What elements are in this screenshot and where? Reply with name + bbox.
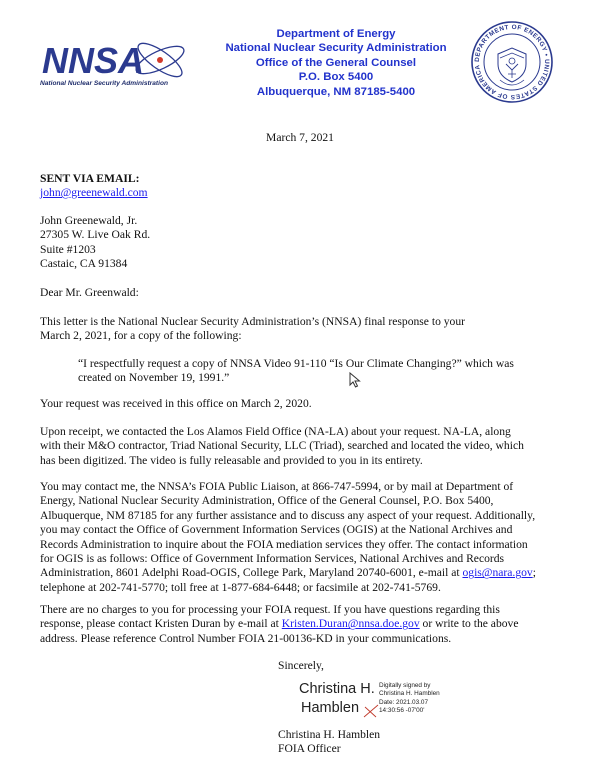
letterhead-line: Albuquerque, NM 87185-5400: [256, 85, 416, 98]
signer-title: FOIA Officer: [278, 742, 341, 755]
signature-name-line2: Hamblen: [301, 700, 360, 716]
text-line: Records Administration to inquire about the FOIA mediation services they offer. The contact information: [40, 537, 528, 551]
logo-subtitle: National Nuclear Security Administration: [40, 80, 168, 87]
recipient-email-link[interactable]: john@greenewald.com: [40, 186, 148, 199]
letterhead-line: National Nuclear Security Administration: [225, 42, 447, 55]
text-line: [40, 617, 570, 631]
text-line: you may contact the Office of Government Information Services (OGIS) at the National Archives and: [40, 523, 513, 537]
text-line: This letter is the National Nuclear Security Administration’s (NNSA) final response to your: [40, 315, 466, 328]
address-line: John Greenewald, Jr.: [40, 214, 138, 227]
kristen-email-link[interactable]: Kristen.Duran@nnsa.doe.gov: [281, 617, 420, 631]
closing: Sincerely,: [278, 659, 324, 672]
signature-detail-line: Digitally signed by: [379, 682, 431, 689]
text-line: There are no charges to you for processing your FOIA request. If you have questions regarding this: [40, 603, 500, 616]
address-line: Castaic, CA 91384: [40, 257, 128, 271]
salutation: Dear Mr. Greenwald:: [40, 286, 139, 299]
letterhead-line: Office of the General Counsel: [255, 56, 417, 69]
ogis-email-link[interactable]: ogis@nara.gov: [462, 566, 533, 580]
paragraph-intro: [40, 315, 570, 344]
text-fragment: response, please contact Kristen Duran by e-mail at: [40, 617, 282, 631]
signature-name-line1: Christina H.: [299, 681, 375, 697]
mouse-cursor-icon: [349, 372, 361, 388]
signature-detail-line: 14:30:56 -07'00': [379, 706, 425, 714]
text-fragment: or write to the above: [419, 617, 519, 631]
text-line: March 2, 2021, for a copy of the following:: [40, 329, 242, 343]
text-line: You may contact me, the NNSA’s FOIA Public Liaison, at 866-747-5994, or by mail at Department of: [40, 480, 514, 493]
letterhead-line: Department of Energy: [276, 28, 396, 40]
recipient-address: [40, 214, 570, 272]
text-line: Albuquerque, NM 87185 for any further assistance and to discuss any aspect of your request. Additionally,: [40, 508, 536, 522]
logo-wordmark: NNSA: [42, 40, 145, 81]
text-line: created on November 19, 1991.”: [78, 371, 230, 385]
text-line: [40, 566, 570, 580]
text-fragment: Administration, 8601 Adelphi Road-OGIS, College Park, Maryland 20740-6001, e-mail at: [40, 566, 463, 580]
signer-name: Christina H. Hamblen: [278, 728, 381, 741]
address-line: 27305 W. Live Oak Rd.: [40, 228, 151, 242]
letter-date: March 7, 2021: [266, 131, 334, 144]
request-quote: [78, 357, 578, 386]
text-line: Energy, National Nuclear Security Administration, Office of the General Counsel, P.O. Box 5400,: [40, 494, 494, 508]
digital-signature-details: [379, 682, 440, 715]
paragraph-charges: [40, 603, 570, 646]
text-line: address. Please reference Control Number FOIA 21-00136-KD in your communications.: [40, 631, 452, 645]
letterhead: [200, 27, 472, 99]
letterhead-line: P.O. Box 5400: [298, 71, 374, 84]
sent-via-label: SENT VIA EMAIL:: [40, 172, 140, 185]
text-line: Upon receipt, we contacted the Los Alamos Field Office (NA-LA) about your request. NA-LA, along: [40, 425, 511, 438]
text-line: with their M&O contractor, Triad National Security, LLC (Triad), searched and located the video, which: [40, 439, 524, 453]
text-line: for OGIS is as follows: Office of Government Information Services, National Archives and Records: [40, 552, 505, 566]
paragraph-contact: [40, 480, 570, 595]
text-line: “I respectfully request a copy of NNSA Video 91-110 “Is Our Climate Changing?” which was: [78, 357, 514, 370]
doe-seal: [470, 20, 554, 104]
text-fragment: ;: [532, 566, 536, 580]
seal-text: DEPARTMENT OF ENERGY • UNITED STATES OF AMERICA: [473, 23, 551, 101]
signature-flourish-icon: [362, 703, 380, 719]
signature-detail-line: Christina H. Hamblen: [379, 690, 440, 698]
text-line: has been digitized. The video is fully releasable and provided to you in its entirety.: [40, 453, 423, 467]
signature-detail-line: Date: 2021.03.07: [379, 698, 429, 706]
paragraph-search: [40, 425, 570, 468]
address-line: Suite #1203: [40, 242, 96, 256]
text-line: telephone at 202-741-5770; toll free at 1-877-684-6448; or facsimile at 202-741-5769.: [40, 580, 441, 594]
paragraph-received: Your request was received in this office on March 2, 2020.: [40, 397, 312, 410]
